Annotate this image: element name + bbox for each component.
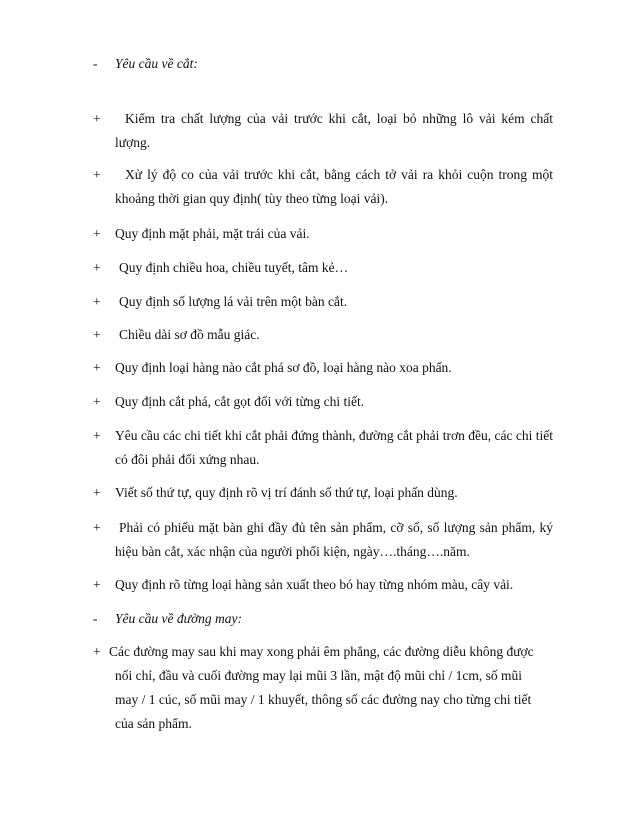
list-item-text: Quy định cắt phá, cắt gọt đối với từng chi tiết. [115, 394, 365, 409]
plus-marker: + [93, 226, 101, 241]
plus-marker: + [93, 485, 101, 500]
section-heading-sewing [93, 607, 553, 631]
list-item-text: Phải có phiếu mặt bàn ghi đầy đủ tên sản phẩm, cỡ số, số lượng sản phẩm, ký hiệu bàn cắt, xác nhận của người phối kiện, ngày….tháng….năm. [115, 520, 553, 559]
list-item-text: Quy định số lượng lá vải trên một bàn cắt. [119, 294, 348, 309]
plus-marker: + [93, 644, 101, 659]
list-item [93, 424, 553, 472]
list-item [93, 323, 553, 347]
list-item-text: Quy định loại hàng nào cắt phá sơ đồ, loại hàng nào xoa phấn. [115, 360, 452, 375]
plus-marker: + [93, 577, 101, 592]
section-heading-text: Yêu cầu về cắt: [115, 56, 198, 71]
plus-marker: + [93, 294, 101, 309]
list-item-text: Kiểm tra chất lượng của vải trước khi cắt, loại bỏ những lô vải kém chất lượng. [115, 111, 553, 150]
list-item [93, 481, 553, 505]
list-item-text: Quy định rõ từng loại hàng sản xuất theo bó hay từng nhóm màu, cây vải. [115, 577, 514, 592]
list-item [93, 107, 553, 155]
dash-marker: - [93, 611, 98, 626]
list-item-text: Yêu cầu các chi tiết khi cắt phải đứng thành, đường cắt phải trơn đều, các chi tiết có đôi phải đối xứng nhau. [115, 428, 553, 467]
list-item [93, 163, 553, 211]
list-item [93, 256, 553, 280]
dash-marker: - [93, 56, 98, 71]
plus-marker: + [93, 360, 101, 375]
list-item-text: Viết số thứ tự, quy định rõ vị trí đánh số thứ tự, loại phấn dùng. [115, 485, 458, 500]
list-item [93, 356, 553, 380]
list-item [93, 516, 553, 564]
list-item [93, 640, 538, 736]
list-item [93, 573, 553, 597]
plus-marker: + [93, 167, 101, 182]
list-item-text: Xử lý độ co của vải trước khi cắt, bằng cách tở vải ra khỏi cuộn trong một khoảng thời gian quy định( tùy theo từng loại vải). [115, 167, 553, 206]
plus-marker: + [93, 327, 101, 342]
list-item-text: Quy định mặt phải, mặt trái của vải. [115, 226, 310, 241]
plus-marker: + [93, 260, 101, 275]
plus-marker: + [93, 428, 101, 443]
list-item [93, 222, 553, 246]
list-item-text: Quy định chiều hoa, chiều tuyết, tâm kẻ… [119, 260, 349, 275]
list-item [93, 290, 553, 314]
list-item-text: Các đường may sau khi may xong phải êm phẳng, các đường diễu không được nối chỉ, đầu và cuối đường may lại mũi 3 lần, mật độ mũi chỉ / 1cm, số mũi may / 1 cúc, số mũi may / 1 khuyết, thông số các đường nay cho từng chi tiết của sản phẩm. [109, 644, 534, 731]
plus-marker: + [93, 520, 101, 535]
list-item [93, 390, 553, 414]
plus-marker: + [93, 111, 101, 126]
list-item-text: Chiều dài sơ đồ mẫu giác. [119, 327, 260, 342]
section-heading-cutting [93, 52, 553, 76]
section-heading-text: Yêu cầu về đường may: [115, 611, 243, 626]
plus-marker: + [93, 394, 101, 409]
